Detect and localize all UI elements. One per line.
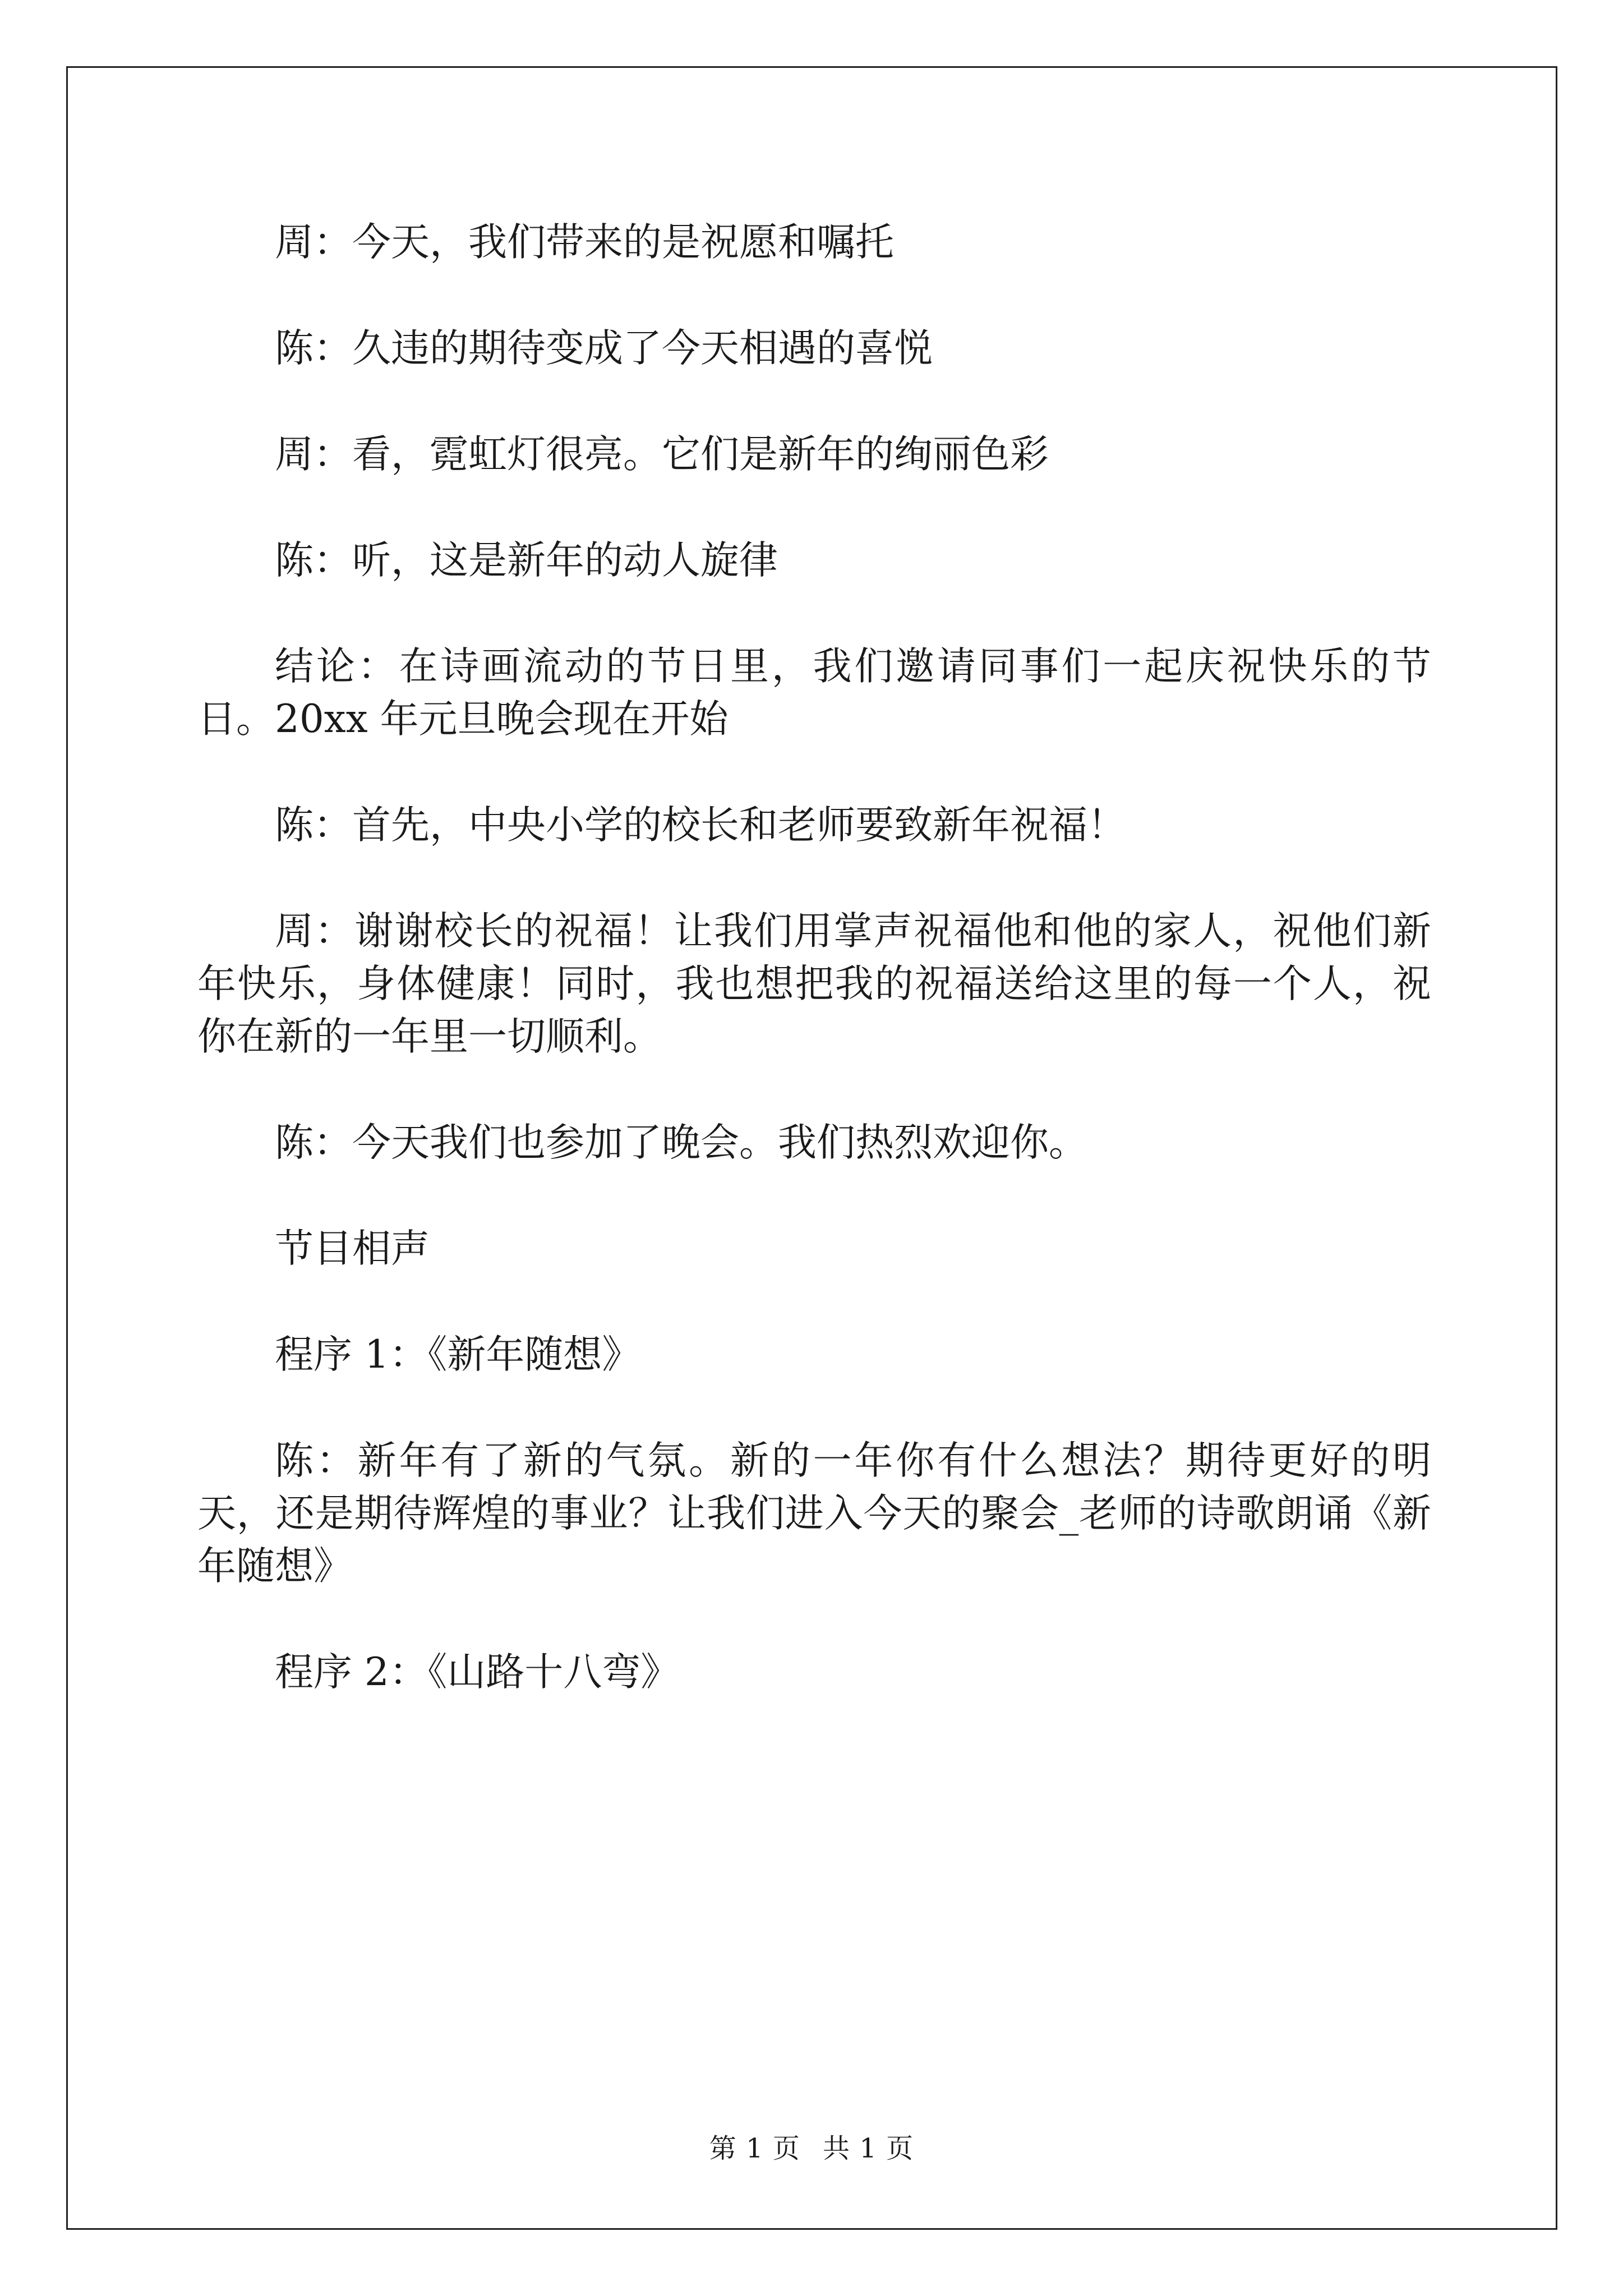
paragraph-3: 周：看，霓虹灯很亮。它们是新年的绚丽色彩 bbox=[275, 432, 1049, 477]
paragraph-7: 周：谢谢校长的祝福！让我们用掌声祝福他和他的家人，祝他们新年快乐，身体健康！同时，我也想把我的祝福送给这里的每一个人，祝你在新的一年里一切顺利。 bbox=[197, 909, 1431, 1059]
paragraph-4: 陈：听，这是新年的动人旋律 bbox=[275, 538, 778, 583]
paragraph-12: 程序 2：《山路十八弯》 bbox=[275, 1650, 680, 1695]
paragraph-9: 节目相声 bbox=[275, 1226, 430, 1271]
paragraph-5: 结论：在诗画流动的节日里，我们邀请同事们一起庆祝快乐的节日。20xx 年元旦晚会现在开始 bbox=[197, 644, 1431, 742]
page-footer bbox=[0, 2132, 1623, 2165]
document-body bbox=[197, 216, 1431, 1752]
paragraph-2: 陈：久违的期待变成了今天相遇的喜悦 bbox=[275, 326, 933, 371]
page-total: 共 1 页 bbox=[823, 2133, 914, 2164]
paragraph-8: 陈：今天我们也参加了晚会。我们热烈欢迎你。 bbox=[275, 1120, 1087, 1165]
paragraph-10: 程序 1：《新年随想》 bbox=[275, 1332, 641, 1377]
page-number: 第 1 页 bbox=[709, 2133, 800, 2164]
paragraph-6: 陈：首先，中央小学的校长和老师要致新年祝福！ bbox=[275, 803, 1126, 848]
paragraph-1: 周：今天，我们带来的是祝愿和嘱托 bbox=[275, 220, 894, 265]
paragraph-11: 陈：新年有了新的气氛。新的一年你有什么想法？期待更好的明天，还是期待辉煌的事业？让我们进入今天的聚会_老师的诗歌朗诵《新年随想》 bbox=[197, 1438, 1431, 1589]
